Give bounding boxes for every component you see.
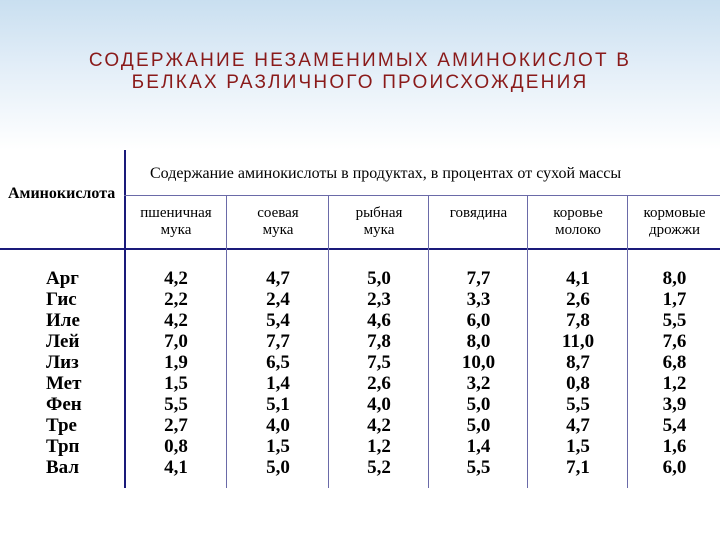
table-header-main: Содержание аминокислоты в продуктах, в процентах от сухой массы: [150, 165, 622, 182]
table-cell: 1,4: [266, 373, 290, 394]
table-cell: 7,7: [466, 268, 491, 289]
table-divider-header-bottom: [0, 248, 720, 250]
table-cell: 4,2: [367, 415, 391, 436]
table-cell: 8,0: [662, 268, 687, 289]
table-cell: 4,7: [266, 268, 290, 289]
table-cell: 4,1: [566, 268, 590, 289]
table-column-header: [228, 205, 328, 239]
table-cell: 1,4: [466, 436, 491, 457]
table-column-header: [529, 205, 627, 239]
table-column-header: [126, 205, 226, 239]
table-row-label: Арг: [46, 268, 79, 289]
table-cell: 1,5: [266, 436, 290, 457]
table-column-header-line-2: дрожжи: [648, 222, 700, 238]
table-divider-col-4: [527, 195, 528, 488]
table-divider-col-2: [328, 195, 329, 488]
table-cell: 4,7: [566, 415, 590, 436]
table-cell: 6,0: [662, 457, 687, 478]
table-cell: 2,2: [164, 289, 188, 310]
table-cell: 2,3: [367, 289, 391, 310]
table-cell: 1,6: [662, 436, 687, 457]
table-cell: 5,0: [266, 457, 290, 478]
table-row-label: Тре: [46, 415, 77, 436]
table-column-header-line-1: говядина: [449, 205, 508, 221]
table-column-header: [629, 205, 720, 239]
table-column-header-line-2: молоко: [555, 222, 601, 238]
table-cell: 7,7: [266, 331, 290, 352]
table-cell: 0,8: [164, 436, 188, 457]
table-cell: 5,5: [566, 394, 590, 415]
slide-title-line-2: БЕЛКАХ РАЗЛИЧНОГО ПРОИСХОЖДЕНИЯ: [131, 72, 589, 93]
table-cell: 2,6: [566, 289, 590, 310]
table-cell: 7,1: [566, 457, 590, 478]
table-cell: 5,2: [367, 457, 391, 478]
table-cell: 5,5: [466, 457, 491, 478]
table-cell: 7,6: [662, 331, 687, 352]
table-row-label: Мет: [46, 373, 82, 394]
table-cell: 4,0: [266, 415, 290, 436]
table-cell: 4,2: [164, 268, 188, 289]
table-cell: 4,6: [367, 310, 391, 331]
table-column-header: [430, 205, 527, 222]
table-column-header-line-1: рыбная: [355, 205, 403, 221]
table-cell: 4,2: [164, 310, 188, 331]
table-cell: 1,5: [566, 436, 590, 457]
table-cell: 8,7: [566, 352, 590, 373]
table-row-label: Иле: [46, 310, 80, 331]
table-cell: 5,4: [662, 415, 687, 436]
table-column-header: [330, 205, 428, 239]
table-cell: 6,8: [662, 352, 687, 373]
table-row-label: Трп: [46, 436, 80, 457]
table-row-label: Гис: [46, 289, 77, 310]
table-cell: 3,3: [466, 289, 491, 310]
table-row-label: Фен: [46, 394, 82, 415]
table-cell: 2,6: [367, 373, 391, 394]
table-cell: 5,5: [662, 310, 687, 331]
table-cell: 7,8: [566, 310, 590, 331]
table-cell: 1,7: [662, 289, 687, 310]
slide-title: [20, 50, 700, 94]
table-row-label: Лей: [46, 331, 80, 352]
table-cell: 0,8: [566, 373, 590, 394]
table-cell: 1,2: [367, 436, 391, 457]
table-cell: 2,4: [266, 289, 290, 310]
table-cell: 3,9: [662, 394, 687, 415]
table-column-header-line-1: соевая: [257, 205, 299, 221]
table-cell: 3,2: [466, 373, 491, 394]
table-cell: 11,0: [561, 331, 595, 352]
table-column-header-line-2: мука: [363, 222, 395, 238]
table-cell: 4,1: [164, 457, 188, 478]
table-cell: 5,5: [164, 394, 188, 415]
table-cell: 6,0: [466, 310, 491, 331]
table-cell: 10,0: [461, 352, 496, 373]
table-header-amino-acid: Аминокислота: [8, 185, 116, 202]
slide-title-line-1: СОДЕРЖАНИЕ НЕЗАМЕНИМЫХ АМИНОКИСЛОТ В: [88, 50, 632, 71]
table-cell: 5,4: [266, 310, 290, 331]
table-divider-header-main: [124, 195, 720, 196]
table-cell: 7,8: [367, 331, 391, 352]
table-cell: 5,0: [466, 415, 491, 436]
table-cell: 8,0: [466, 331, 491, 352]
table-row-label: Вал: [46, 457, 79, 478]
table-cell: 1,2: [662, 373, 687, 394]
table-divider-col-3: [428, 195, 429, 488]
table-column-header-line-1: кормовые: [643, 205, 706, 221]
table-divider-col-5: [627, 195, 628, 488]
amino-acid-table: [0, 145, 720, 490]
table-cell: 5,1: [266, 394, 290, 415]
table-cell: 6,5: [266, 352, 290, 373]
table-column-header-line-2: мука: [262, 222, 294, 238]
table-row-label: Лиз: [46, 352, 79, 373]
table-cell: 7,0: [164, 331, 188, 352]
table-cell: 5,0: [466, 394, 491, 415]
table-column-header-line-2: мука: [160, 222, 192, 238]
table-cell: 7,5: [367, 352, 391, 373]
table-cell: 1,5: [164, 373, 188, 394]
table-column-header-line-1: коровье: [553, 205, 603, 221]
table-cell: 5,0: [367, 268, 391, 289]
table-cell: 1,9: [164, 352, 188, 373]
table-cell: 4,0: [367, 394, 391, 415]
table-cell: 2,7: [164, 415, 188, 436]
table-column-header-line-1: пшеничная: [140, 205, 212, 221]
table-divider-col-1: [226, 195, 227, 488]
